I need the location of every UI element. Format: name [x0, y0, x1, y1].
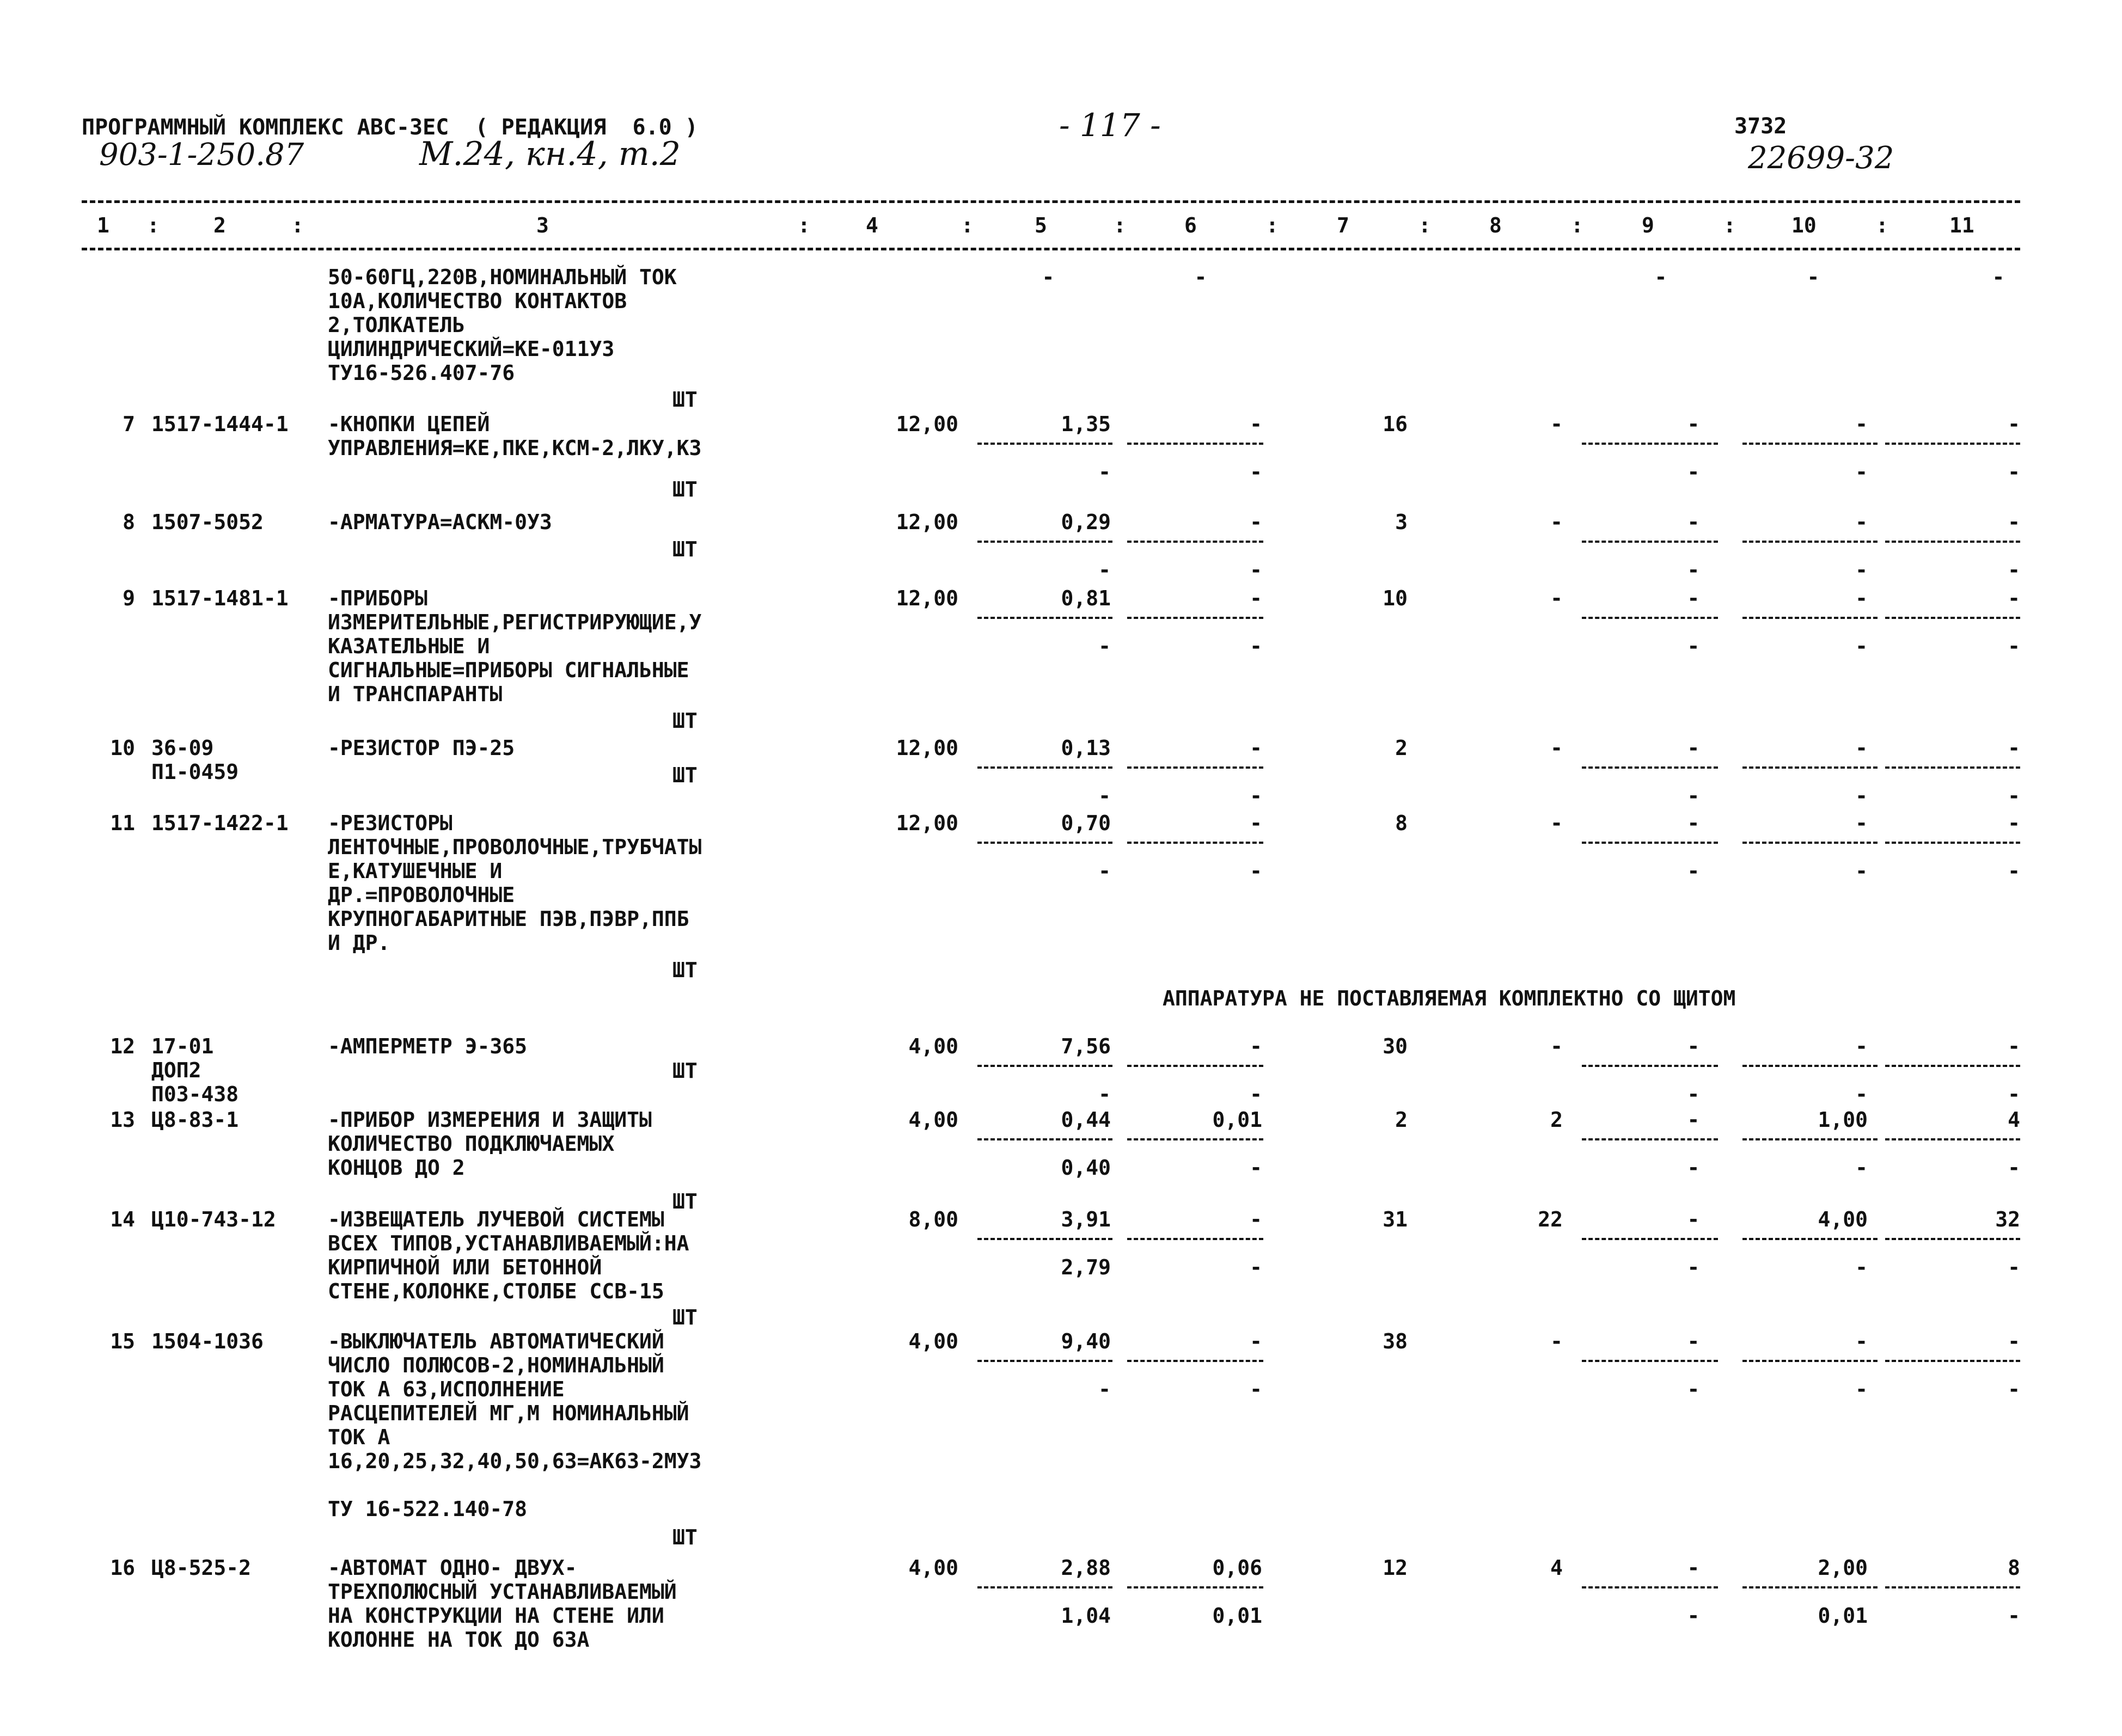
cell-6: -: [1250, 1034, 1262, 1058]
project-code: 903-1-250.87: [99, 137, 304, 173]
row-rule: [977, 1065, 1112, 1067]
row-rule: [977, 443, 1112, 445]
row-rule: [1742, 766, 1878, 769]
section-title: АППАРАТУРА НЕ ПОСТАВЛЯЕМАЯ КОМПЛЕКТНО СО ЩИТОМ: [1163, 986, 1736, 1010]
row-description: ТОК А 63,ИСПОЛНЕНИЕ: [328, 1377, 565, 1401]
row-description: ЦИЛИНДРИЧЕСКИЙ=КЕ-011У3: [328, 337, 615, 361]
row-rule: [1885, 617, 2020, 619]
row-description: КОЛИЧЕСТВО ПОДКЛЮЧАЕМЫХ: [328, 1132, 615, 1156]
row-description: ТОК А: [328, 1425, 390, 1449]
cell-11: 32: [1995, 1207, 2020, 1231]
col-10: 10: [1791, 213, 1817, 237]
cell-9: -: [1687, 586, 1700, 610]
cell-6: -: [1250, 1329, 1262, 1353]
cell-6: -: [1250, 811, 1262, 835]
row-rule: [1127, 443, 1263, 445]
cell-4: 12,00: [896, 586, 958, 610]
row-rule: [1582, 443, 1718, 445]
col-5: 5: [1035, 213, 1047, 237]
cell-4: 12,00: [896, 811, 958, 835]
row-code: 1507-5052: [151, 510, 264, 534]
cell-7: 8: [1395, 811, 1408, 835]
cell-10: -: [1855, 1034, 1868, 1058]
row-description: ЛЕНТОЧНЫЕ,ПРОВОЛОЧНЫЕ,ТРУБЧАТЫ: [328, 835, 702, 859]
cell-11b: -: [2008, 558, 2020, 582]
cell-5: 2,88: [1061, 1556, 1111, 1580]
cell-8: -: [1550, 811, 1563, 835]
row-rule: [1885, 541, 2020, 543]
cell-10b: -: [1855, 1377, 1868, 1401]
row-description: СТЕНЕ,КОЛОНКЕ,СТОЛБЕ ССВ-15: [328, 1279, 664, 1303]
cell-5: 0,70: [1061, 811, 1111, 835]
cell-11: -: [2008, 510, 2020, 534]
row-rule: [1885, 1138, 2020, 1140]
row-code: Ц10-743-12: [151, 1207, 276, 1231]
cell-5b: -: [1098, 634, 1111, 658]
cell-9b: -: [1687, 1377, 1700, 1401]
row-description: -АРМАТУРА=АСКМ-0У3: [328, 510, 552, 534]
doc-number: 3732: [1734, 114, 1787, 139]
row-number: 11: [110, 811, 135, 835]
cell-10: 2,00: [1818, 1556, 1868, 1580]
cell-10: -: [1855, 412, 1868, 436]
cell-5: 0,29: [1061, 510, 1111, 534]
unit-label: ШТ: [672, 1189, 698, 1213]
row-rule: [1742, 1586, 1878, 1588]
cell-9: -: [1687, 1329, 1700, 1353]
cell-5: 3,91: [1061, 1207, 1111, 1231]
row-description: КОНЦОВ ДО 2: [328, 1156, 465, 1180]
cell-9b: -: [1687, 784, 1700, 808]
row-description: ВСЕХ ТИПОВ,УСТАНАВЛИВАЕМЫЙ:НА: [328, 1231, 689, 1255]
unit-label: ШТ: [672, 1525, 698, 1549]
cell-6b: 0,01: [1212, 1604, 1262, 1628]
row-description: 10А,КОЛИЧЕСТВО КОНТАКТОВ: [328, 289, 627, 313]
row-description: 16,20,25,32,40,50,63=АК63-2МУ3: [328, 1449, 702, 1473]
unit-label: ШТ: [672, 537, 698, 561]
cell-7: 31: [1383, 1207, 1408, 1231]
row-rule: [1742, 1138, 1878, 1140]
cell-11b: -: [2008, 1156, 2020, 1180]
cell-10: -: [1855, 736, 1868, 760]
cell-5b: 0,40: [1061, 1156, 1111, 1180]
col-2: 2: [213, 213, 226, 237]
unit-label: ШТ: [672, 709, 698, 733]
row-rule: [1885, 842, 2020, 844]
cell-10b: -: [1855, 1255, 1868, 1279]
row-rule: [1127, 1138, 1263, 1140]
row-description: 50-60ГЦ,220В,НОМИНАЛЬНЫЙ ТОК: [328, 265, 677, 289]
row-rule: [1885, 1586, 2020, 1588]
cell-9b: -: [1687, 1604, 1700, 1628]
row-code: Ц8-525-2: [151, 1556, 252, 1580]
col-11: 11: [1949, 213, 1974, 237]
row-rule: [1582, 766, 1718, 769]
row-rule: [1127, 1360, 1263, 1362]
cell-11b: -: [2008, 1082, 2020, 1106]
cell-6b: -: [1250, 859, 1262, 883]
cell-5b: -: [1098, 460, 1111, 484]
row-rule: [1742, 842, 1878, 844]
row-description: КОЛОННЕ НА ТОК ДО 63А: [328, 1628, 590, 1652]
cell-4: 12,00: [896, 412, 958, 436]
cell-10: -: [1855, 811, 1868, 835]
row-description: -ИЗВЕЩАТЕЛЬ ЛУЧЕВОЙ СИСТЕМЫ: [328, 1207, 664, 1231]
row-rule: [1742, 541, 1878, 543]
row-description: НА КОНСТРУКЦИИ НА СТЕНЕ ИЛИ: [328, 1604, 664, 1628]
cell-9: -: [1687, 1207, 1700, 1231]
row-description: И ТРАНСПАРАНТЫ: [328, 682, 503, 706]
cell-11: -: [2008, 586, 2020, 610]
cell-11: -: [2008, 1034, 2020, 1058]
cell-10b: -: [1855, 634, 1868, 658]
row-rule: [1885, 766, 2020, 769]
cell-4: 8,00: [908, 1207, 958, 1231]
row-description: -ВЫКЛЮЧАТЕЛЬ АВТОМАТИЧЕСКИЙ: [328, 1329, 664, 1353]
row-description: СИГНАЛЬНЫЕ=ПРИБОРЫ СИГНАЛЬНЫЕ: [328, 658, 689, 682]
header-bottom-rule: [82, 248, 2020, 250]
row-rule: [977, 1138, 1112, 1140]
cell-5: 1,35: [1061, 412, 1111, 436]
cell-10: -: [1855, 1329, 1868, 1353]
cell-10b: 0,01: [1818, 1604, 1868, 1628]
row-rule: [1582, 1138, 1718, 1140]
cell-9b: -: [1687, 859, 1700, 883]
cell-6b: -: [1250, 1156, 1262, 1180]
cell-10b: -: [1855, 1082, 1868, 1106]
row-rule: [1885, 1360, 2020, 1362]
row-description: И ДР.: [328, 931, 390, 955]
unit-label: ШТ: [672, 388, 698, 412]
cell-11: -: [2008, 412, 2020, 436]
cell-11: 4: [2008, 1108, 2020, 1132]
cell-5b: -: [1098, 558, 1111, 582]
row-rule: [977, 1238, 1112, 1240]
cell-10b: -: [1855, 460, 1868, 484]
cell-9: -: [1687, 510, 1700, 534]
row-rule: [977, 842, 1112, 844]
cell-8: -: [1550, 1034, 1563, 1058]
cell-6: -: [1250, 586, 1262, 610]
row-rule: [1127, 842, 1263, 844]
col-7: 7: [1337, 213, 1349, 237]
cell-9: -: [1654, 265, 1667, 289]
cell-5b: -: [1098, 1377, 1111, 1401]
col-3: 3: [536, 213, 549, 237]
cell-6b: -: [1250, 1255, 1262, 1279]
row-description: -РЕЗИСТОРЫ: [328, 811, 452, 835]
row-rule: [1127, 1238, 1263, 1240]
row-code: 1517-1422-1: [151, 811, 289, 835]
row-rule: [1885, 1065, 2020, 1067]
unit-label: ШТ: [672, 1305, 698, 1329]
cell-9: -: [1687, 1034, 1700, 1058]
cell-6b: -: [1250, 1082, 1262, 1106]
row-rule: [1582, 1238, 1718, 1240]
cell-5b: 1,04: [1061, 1604, 1111, 1628]
cell-9b: -: [1687, 1156, 1700, 1180]
cell-11: -: [2008, 1329, 2020, 1353]
cell-8: -: [1550, 736, 1563, 760]
row-rule: [1127, 1065, 1263, 1067]
cell-8: -: [1550, 1329, 1563, 1353]
cell-11b: -: [2008, 784, 2020, 808]
row-rule: [1582, 1360, 1718, 1362]
row-rule: [1742, 1360, 1878, 1362]
cell-10: 4,00: [1818, 1207, 1868, 1231]
row-code: 1504-1036: [151, 1329, 264, 1353]
row-description: -ПРИБОРЫ: [328, 586, 428, 610]
cell-10b: -: [1855, 859, 1868, 883]
row-rule: [1582, 617, 1718, 619]
row-rule: [1742, 1238, 1878, 1240]
cell-4: 4,00: [908, 1108, 958, 1132]
row-description: РАСЦЕПИТЕЛЕЙ МГ,М НОМИНАЛЬНЫЙ: [328, 1401, 689, 1425]
row-code: 1517-1444-1: [151, 412, 289, 436]
cell-7: 12: [1383, 1556, 1408, 1580]
row-rule: [977, 617, 1112, 619]
cell-6: -: [1250, 510, 1262, 534]
cell-5: 0,44: [1061, 1108, 1111, 1132]
col-8: 8: [1489, 213, 1502, 237]
row-rule: [977, 766, 1112, 769]
row-code-2: П1-0459: [151, 760, 239, 784]
row-description: КРУПНОГАБАРИТНЫЕ ПЭВ,ПЭВР,ППБ: [328, 907, 689, 931]
row-rule: [1127, 766, 1263, 769]
row-number: 15: [110, 1329, 135, 1353]
reference-note: М.24, кн.4, т.2: [419, 135, 681, 173]
cell-8: 22: [1538, 1207, 1563, 1231]
cell-9b: -: [1687, 1255, 1700, 1279]
cell-8: 2: [1550, 1108, 1563, 1132]
unit-label: ШТ: [672, 1059, 698, 1083]
row-rule: [977, 1586, 1112, 1588]
cell-4: 12,00: [896, 510, 958, 534]
row-rule: [1742, 617, 1878, 619]
cell-9b: -: [1687, 460, 1700, 484]
cell-4: 4,00: [908, 1329, 958, 1353]
cell-6: -: [1250, 736, 1262, 760]
cell-8: -: [1550, 510, 1563, 534]
row-rule: [1582, 541, 1718, 543]
cell-6b: -: [1250, 784, 1262, 808]
cell-5: 7,56: [1061, 1034, 1111, 1058]
cell-10b: -: [1855, 558, 1868, 582]
row-description: -АМПЕРМЕТР Э-365: [328, 1034, 528, 1058]
row-number: 9: [123, 586, 135, 610]
row-description: ТРЕХПОЛЮСНЫЙ УСТАНАВЛИВАЕМЫЙ: [328, 1580, 677, 1604]
col-1: 1: [97, 213, 109, 237]
cell-9b: -: [1687, 558, 1700, 582]
row-description: -КНОПКИ ЦЕПЕЙ: [328, 412, 490, 436]
cell-7: 38: [1383, 1329, 1408, 1353]
cell-5: 0,13: [1061, 736, 1111, 760]
cell-7: 16: [1383, 412, 1408, 436]
row-description: КИРПИЧНОЙ ИЛИ БЕТОННОЙ: [328, 1255, 602, 1279]
cell-5b: -: [1042, 265, 1055, 289]
cell-7: 3: [1395, 510, 1408, 534]
row-code-2: ДОП2: [151, 1058, 201, 1082]
row-number: 14: [110, 1207, 135, 1231]
cell-9b: -: [1687, 634, 1700, 658]
row-rule: [977, 1360, 1112, 1362]
unit-label: ШТ: [672, 477, 698, 501]
cell-5b: 2,79: [1061, 1255, 1111, 1279]
row-code: Ц8-83-1: [151, 1108, 239, 1132]
cell-11b: -: [2008, 460, 2020, 484]
cell-10: -: [1807, 265, 1820, 289]
row-code-3: П03-438: [151, 1082, 239, 1106]
cell-9: -: [1687, 736, 1700, 760]
row-description: ЧИСЛО ПОЛЮСОВ-2,НОМИНАЛЬНЫЙ: [328, 1353, 664, 1377]
row-number: 7: [123, 412, 135, 436]
row-description: -ПРИБОР ИЗМЕРЕНИЯ И ЗАЩИТЫ: [328, 1108, 652, 1132]
cell-11b: -: [2008, 1377, 2020, 1401]
cell-11b: -: [2008, 1604, 2020, 1628]
row-description: ИЗМЕРИТЕЛЬНЫЕ,РЕГИСТРИРУЮЩИЕ,У: [328, 610, 702, 634]
cell-6: 0,06: [1212, 1556, 1262, 1580]
cell-8: -: [1550, 412, 1563, 436]
cell-6b: -: [1250, 460, 1262, 484]
cell-9: -: [1687, 811, 1700, 835]
row-rule: [1742, 1065, 1878, 1067]
cell-11: 8: [2008, 1556, 2020, 1580]
cell-6b: -: [1250, 634, 1262, 658]
cell-9: -: [1687, 412, 1700, 436]
cell-10b: -: [1855, 1156, 1868, 1180]
cell-8: 4: [1550, 1556, 1563, 1580]
cell-5b: -: [1098, 859, 1111, 883]
cell-4: 4,00: [908, 1556, 958, 1580]
row-number: 13: [110, 1108, 135, 1132]
row-description: КАЗАТЕЛЬНЫЕ И: [328, 634, 490, 658]
cell-10b: -: [1855, 784, 1868, 808]
cell-11b: -: [2008, 859, 2020, 883]
row-rule: [1582, 1586, 1718, 1588]
row-code: 17-01: [151, 1034, 214, 1058]
cell-6: -: [1250, 412, 1262, 436]
sheet-code: 22699-32: [1748, 140, 1894, 176]
row-code: 36-09: [151, 736, 214, 760]
row-description: 2,ТОЛКАТЕЛЬ: [328, 313, 465, 337]
unit-label: ШТ: [672, 958, 698, 982]
row-description: ТУ 16-522.140-78: [328, 1497, 528, 1521]
row-description: -РЕЗИСТОР ПЭ-25: [328, 736, 515, 760]
cell-9b: -: [1687, 1082, 1700, 1106]
program-title: ПРОГРАММНЫЙ КОМПЛЕКС АВС-3ЕС ( РЕДАКЦИЯ 6.0 ): [82, 115, 698, 140]
cell-11b: -: [2008, 634, 2020, 658]
row-description: ДР.=ПРОВОЛОЧНЫЕ: [328, 883, 515, 907]
cell-6b: -: [1250, 1377, 1262, 1401]
cell-11b: -: [2008, 1255, 2020, 1279]
cell-10: -: [1855, 586, 1868, 610]
cell-10: -: [1855, 510, 1868, 534]
cell-6b: -: [1250, 558, 1262, 582]
cell-9: -: [1687, 1108, 1700, 1132]
cell-6: -: [1250, 1207, 1262, 1231]
row-rule: [1127, 1586, 1263, 1588]
row-rule: [1127, 541, 1263, 543]
cell-9: -: [1687, 1556, 1700, 1580]
row-description: УПРАВЛЕНИЯ=КЕ,ПКЕ,КСМ-2,ЛКУ,К3: [328, 436, 702, 460]
row-rule: [1127, 617, 1263, 619]
cell-7: 2: [1395, 736, 1408, 760]
cell-7: 30: [1383, 1034, 1408, 1058]
cell-4: 4,00: [908, 1034, 958, 1058]
header-top-rule: [82, 200, 2020, 203]
col-9: 9: [1642, 213, 1654, 237]
row-rule: [1742, 443, 1878, 445]
cell-8: -: [1550, 586, 1563, 610]
cell-6: 0,01: [1212, 1108, 1262, 1132]
cell-10: 1,00: [1818, 1108, 1868, 1132]
row-rule: [1885, 1238, 2020, 1240]
row-description: Е,КАТУШЕЧНЫЕ И: [328, 859, 503, 883]
cell-7: 10: [1383, 586, 1408, 610]
cell-5: 0,81: [1061, 586, 1111, 610]
row-rule: [1582, 1065, 1718, 1067]
row-rule: [977, 541, 1112, 543]
row-rule: [1885, 443, 2020, 445]
row-code: 1517-1481-1: [151, 586, 289, 610]
unit-label: ШТ: [672, 763, 698, 787]
cell-11: -: [2008, 811, 2020, 835]
col-4: 4: [866, 213, 878, 237]
row-number: 8: [123, 510, 135, 534]
row-rule: [1582, 842, 1718, 844]
row-number: 10: [110, 736, 135, 760]
cell-5b: -: [1098, 784, 1111, 808]
cell-11: -: [2008, 736, 2020, 760]
row-description: -АВТОМАТ ОДНО- ДВУХ-: [328, 1556, 577, 1580]
page-number: - 117 -: [1059, 107, 1161, 144]
cell-11: -: [1992, 265, 2005, 289]
cell-5: 9,40: [1061, 1329, 1111, 1353]
row-number: 16: [110, 1556, 135, 1580]
row-number: 12: [110, 1034, 135, 1058]
cell-6b: -: [1194, 265, 1207, 289]
col-6: 6: [1184, 213, 1197, 237]
cell-7: 2: [1395, 1108, 1408, 1132]
row-description: ТУ16-526.407-76: [328, 361, 515, 385]
cell-4: 12,00: [896, 736, 958, 760]
cell-5b: -: [1098, 1082, 1111, 1106]
